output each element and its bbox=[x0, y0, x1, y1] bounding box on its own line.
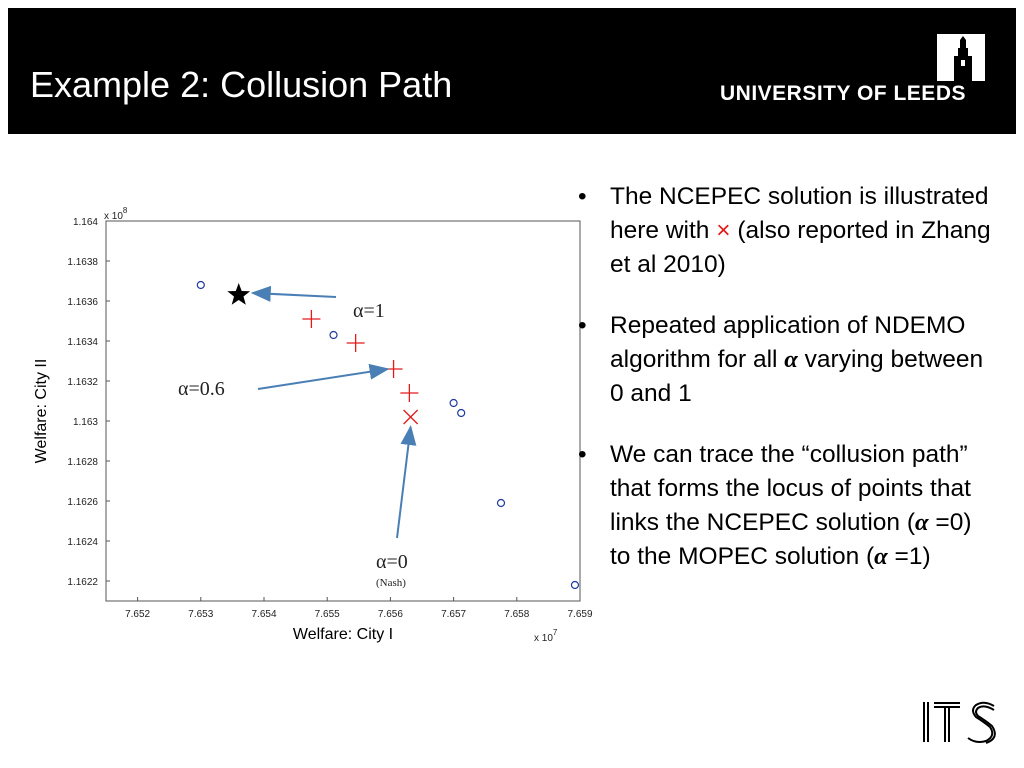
y-tick-label: 1.1628 bbox=[67, 457, 98, 468]
x-tick-label: 7.655 bbox=[314, 609, 340, 620]
x-axis-label: Welfare: City I bbox=[292, 626, 394, 643]
plus-point bbox=[302, 310, 320, 328]
cross-point bbox=[404, 410, 418, 424]
collusion-path-chart bbox=[28, 205, 593, 655]
bullet-dot: • bbox=[578, 441, 587, 468]
circle-point bbox=[458, 410, 465, 417]
chart-marks bbox=[197, 282, 578, 589]
star-point bbox=[227, 283, 250, 305]
y-tick-label: 1.1626 bbox=[67, 497, 98, 508]
y-tick-label: 1.1634 bbox=[67, 337, 98, 348]
chart-annotations bbox=[178, 293, 411, 589]
alpha-symbol: α bbox=[874, 543, 888, 570]
circle-point bbox=[498, 500, 505, 507]
y-tick-label: 1.1624 bbox=[67, 537, 98, 548]
bullet-3: • We can trace the “collusion path” that forms the locus of points that links the NCEPEC solution (α =0) to the MOPEC solution (α =1) bbox=[574, 438, 994, 574]
bullet-list bbox=[574, 180, 994, 601]
circle-point bbox=[330, 332, 337, 339]
y-tick-label: 1.1636 bbox=[67, 297, 98, 308]
x-tick-label: 7.656 bbox=[377, 609, 403, 620]
x-tick-label: 7.657 bbox=[441, 609, 467, 620]
alpha-symbol: α bbox=[915, 509, 929, 536]
cross-symbol: × bbox=[716, 217, 731, 244]
y-tick-label: 1.1632 bbox=[67, 377, 98, 388]
bullet-dot: • bbox=[578, 312, 587, 339]
x-tick-label: 7.654 bbox=[251, 609, 277, 620]
bullet-1: • The NCEPEC solution is illustrated here with × (also reported in Zhang et al 2010) bbox=[574, 180, 994, 282]
annotation-arrow bbox=[397, 427, 411, 538]
y-tick-label: 1.164 bbox=[72, 217, 98, 228]
y-axis-multiplier: x $10^8$ bbox=[104, 206, 128, 222]
annotation-label: α=0 bbox=[376, 551, 408, 573]
annotation-label: α=0.6 bbox=[178, 378, 225, 400]
y-tick-label: 1.1622 bbox=[67, 577, 98, 588]
y-tick-label: 1.1638 bbox=[67, 257, 98, 268]
x-tick-label: 7.659 bbox=[567, 609, 593, 620]
y-axis-label: Welfare: City II bbox=[33, 358, 50, 464]
x-axis-multiplier: x $10^7$ bbox=[534, 628, 558, 644]
annotation-arrow bbox=[253, 293, 336, 297]
annotation-arrow bbox=[258, 369, 388, 389]
bullet-dot: • bbox=[578, 183, 587, 210]
alpha-symbol: α bbox=[784, 346, 798, 373]
x-tick-label: 7.658 bbox=[504, 609, 530, 620]
university-logo: UNIVERSITY OF LEEDS bbox=[720, 82, 966, 105]
university-crest-icon bbox=[937, 34, 985, 81]
plus-point bbox=[400, 384, 418, 402]
annotation-sublabel: (Nash) bbox=[376, 577, 406, 589]
circle-point bbox=[197, 282, 204, 289]
x-tick-label: 7.652 bbox=[125, 609, 151, 620]
chart-axes bbox=[33, 206, 593, 644]
annotation-label: α=1 bbox=[353, 300, 385, 322]
bullet-2: • Repeated application of NDEMO algorithm for all α varying between 0 and 1 bbox=[574, 309, 994, 411]
x-tick-label: 7.653 bbox=[188, 609, 214, 620]
plus-point bbox=[347, 334, 365, 352]
plot-frame bbox=[106, 221, 580, 601]
page-title: Example 2: Collusion Path bbox=[30, 64, 453, 105]
y-tick-label: 1.163 bbox=[72, 417, 98, 428]
circle-point bbox=[450, 400, 457, 407]
its-logo bbox=[920, 700, 998, 744]
